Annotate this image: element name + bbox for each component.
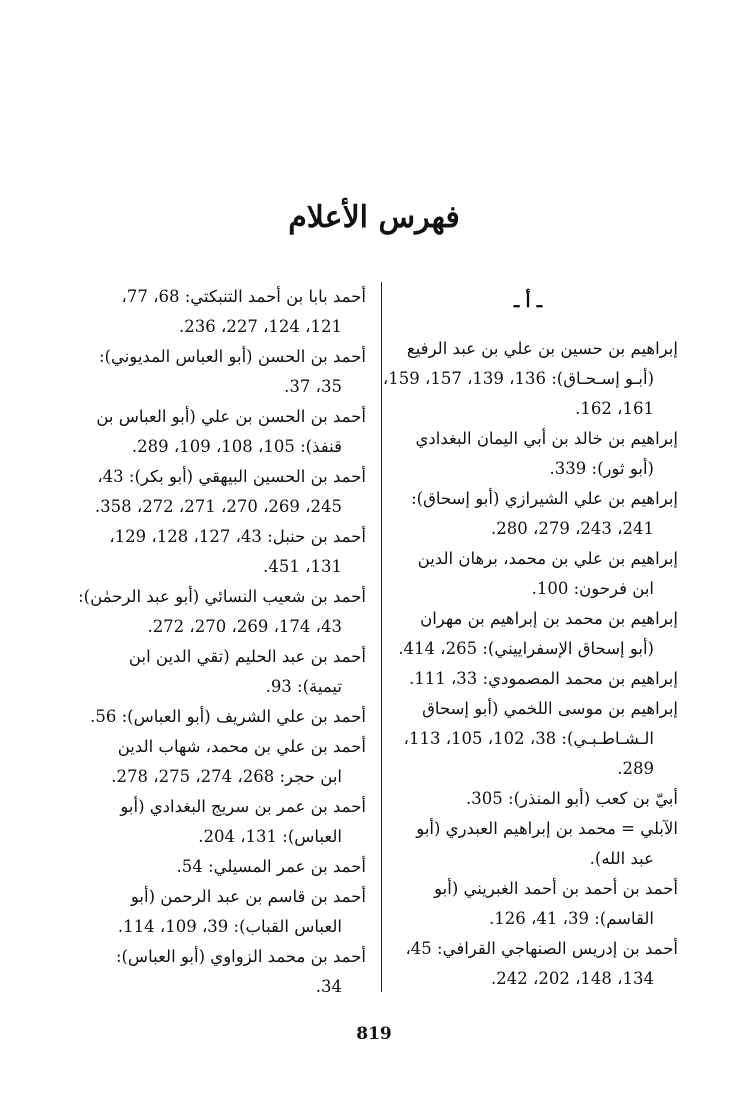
index-entry xyxy=(378,784,678,814)
entry-name: أحمد بن الحسن (أبو العباس المديوني): xyxy=(98,347,366,366)
entry-name: أحمد بن أحمد بن أحمد الغبريني (أبو xyxy=(434,879,678,898)
left-entries xyxy=(66,282,366,1002)
index-entry xyxy=(66,462,366,522)
index-entry xyxy=(378,544,678,604)
index-entry xyxy=(378,934,678,994)
entry-name: أحمد بن عبد الحليم (تقي الدين ابن xyxy=(128,647,366,666)
index-entry xyxy=(378,424,678,484)
entry-references: عبد الله). xyxy=(589,849,654,868)
index-entry xyxy=(378,604,678,664)
entry-references: 35، 37. xyxy=(284,377,342,396)
entry-name: أحمد بن الحسن بن علي (أبو العباس بن xyxy=(96,407,366,426)
entry-references: 134، 148، 202، 242. xyxy=(491,969,654,988)
entry-references: العباس): 131، 204. xyxy=(198,827,342,846)
right-entries xyxy=(378,334,678,994)
index-entry xyxy=(66,282,366,342)
index-entry xyxy=(378,814,678,874)
letter-heading: ـ أ ـ xyxy=(513,291,543,312)
index-entry xyxy=(66,852,366,882)
entry-name: أبيّ بن كعب (أبو المنذر): 305. xyxy=(466,789,678,808)
entry-references: الـشـاطـبـي): 38، 102، 105، 113، 289. xyxy=(403,729,654,778)
index-entry xyxy=(66,342,366,402)
entry-name: إبراهيم بن موسى اللخمي (أبو إسحاق xyxy=(422,699,678,718)
entry-references: تيمية): 93. xyxy=(265,677,342,696)
entry-name: إبراهيم بن حسين بن علي بن عبد الرفيع xyxy=(406,339,678,358)
right-column xyxy=(378,282,678,994)
entry-references: قنفذ): 105، 108، 109، 289. xyxy=(131,437,342,456)
page-number: 819 xyxy=(356,1024,392,1044)
entry-references: العباس القباب): 39، 109، 114. xyxy=(117,917,342,936)
entry-references: (أبو ثور): 339. xyxy=(549,459,654,478)
index-entry xyxy=(66,582,366,642)
entry-name: أحمد بن قاسم بن عبد الرحمن (أبو xyxy=(130,887,366,906)
index-entry xyxy=(66,942,366,1002)
entry-references: ابن فرحون: 100. xyxy=(531,579,654,598)
entry-name: أحمد بن الحسين البيهقي (أبو بكر): 43، xyxy=(97,467,366,486)
entry-references: (أبو إسحاق الإسفراييني): 265، 414. xyxy=(398,639,654,658)
index-entry xyxy=(66,522,366,582)
entry-name: أحمد بن محمد الزواوي (أبو العباس): xyxy=(115,947,366,966)
index-entry xyxy=(378,334,678,424)
entry-name: إبراهيم بن علي الشيرازي (أبو إسحاق): xyxy=(411,489,678,508)
entry-name: إبراهيم بن خالد بن أبي اليمان البغدادي xyxy=(415,429,678,448)
entry-name: أحمد بن شعيب النسائي (أبو عبد الرحمٰن): xyxy=(78,587,366,606)
entry-references: (أبـو إسـحـاق): 136، 139، 157، 159، 161، 162. xyxy=(382,369,654,418)
index-entry xyxy=(378,694,678,784)
index-entry xyxy=(66,702,366,732)
entry-references: 43، 174، 269، 270، 272. xyxy=(147,617,342,636)
entry-name: الآبلي = محمد بن إبراهيم العبدري (أبو xyxy=(416,819,678,838)
entry-name: أحمد بن عمر المسيلي: 54. xyxy=(176,857,366,876)
entry-references: 245، 269، 270، 271، 272، 358. xyxy=(94,497,342,516)
page-title: فهرس الأعلام xyxy=(288,200,460,235)
entry-references: القاسم): 39، 41، 126. xyxy=(489,909,654,928)
entry-references: 121، 124، 227، 236. xyxy=(179,317,342,336)
entry-name: إبراهيم بن محمد المصمودي: 33، 111. xyxy=(408,669,678,688)
entry-name: أحمد بن حنبل: 43، 127، 128، 129، xyxy=(109,527,366,546)
entry-name: أحمد بن علي الشريف (أبو العباس): 56. xyxy=(90,707,366,726)
left-column xyxy=(66,282,366,1002)
index-entry xyxy=(66,882,366,942)
index-entry xyxy=(378,664,678,694)
entry-references: 34. xyxy=(315,977,342,996)
entry-name: أحمد بابا بن أحمد التنبكتي: 68، 77، xyxy=(121,287,366,306)
entry-references: 131، 451. xyxy=(263,557,342,576)
index-entry xyxy=(378,484,678,544)
entry-name: إبراهيم بن محمد بن إبراهيم بن مهران xyxy=(420,609,678,628)
index-entry xyxy=(66,732,366,792)
entry-name: إبراهيم بن علي بن محمد، برهان الدين xyxy=(417,549,678,568)
index-entry xyxy=(66,402,366,462)
entry-name: أحمد بن إدريس الصنهاجي القرافي: 45، xyxy=(405,939,678,958)
index-entry xyxy=(378,874,678,934)
entry-references: ابن حجر: 268، 274، 275، 278. xyxy=(111,767,342,786)
entry-name: أحمد بن علي بن محمد، شهاب الدين xyxy=(117,737,366,756)
index-entry xyxy=(66,792,366,852)
index-entry xyxy=(66,642,366,702)
entry-references: 241، 243، 279، 280. xyxy=(491,519,654,538)
entry-name: أحمد بن عمر بن سريج البغدادي (أبو xyxy=(120,797,366,816)
